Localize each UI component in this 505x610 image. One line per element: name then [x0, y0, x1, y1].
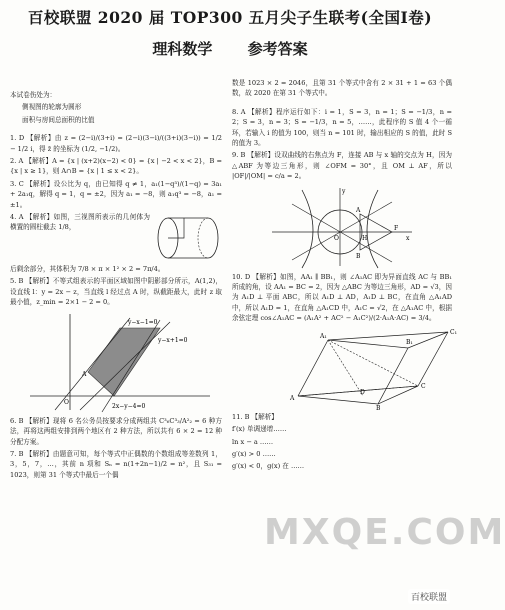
paper-subtitle: [0, 38, 460, 59]
point-label: B: [356, 252, 361, 260]
answer-8: 8. A 【解析】程序运行如下：i = 1，S = 3，n = 1；S = −1/3，n = 2；S = 3，n = 3；S = −1/3，n = 5，……，此程序的 S 值 4 个一循环，若输入 i 的值为 100，则当 n = 101 时，输出相应的 S 的值，此时 S 的值为 3。: [232, 107, 452, 148]
vertex-label: B₁: [406, 338, 413, 346]
origin-label: O: [64, 398, 69, 406]
answer-4-cont: 后剩余部分，其体积为 7/8 × π × 1² × 2 = 7π/4。: [10, 265, 165, 274]
region-figure: [10, 310, 220, 414]
watermark-badge: 百校联盟: [408, 589, 450, 604]
paper-title: 百校联盟 2020 届 TOP300 五月尖子生联考(全国Ⅰ卷): [27, 8, 433, 27]
axis-label: y: [342, 187, 346, 195]
answer-label: 参考答案: [247, 40, 308, 58]
answer-6: 6. B 【解析】现将 6 名公务员按要求分成两组共 C³₆C³₃/A²₂ = 6 种方法，再将这两组安排到两个地区有 2 种方法，所以共有 6 × 2 = 12 种分配方案。: [10, 416, 222, 446]
subject-label: 理科数学: [152, 40, 213, 58]
answer-2: 2. A 【解析】A = {x | (x+2)(x−2) < 0} = {x | −2 < x < 2}，B = {x | x ≥ 1}，则 A∩B = {x | 1 ≤ x < 2}。: [10, 157, 222, 176]
answer-5: 5. B 【解析】不等式组表示的平面区域如图中阴影部分所示，A(1,2)，设直线 l：y = 2x − z，当直线 l 经过点 A 时，纵截距最大，此时 z 取最小值，z_min = 2×1 − 2 = 0。: [10, 277, 222, 307]
line-label: 2x−y−4=0: [112, 402, 146, 410]
cylinder-figure: [154, 212, 222, 264]
answer-11-line: ln x − a ……: [232, 437, 274, 446]
intro-line: 面积与房间总面积的比值: [22, 115, 95, 124]
point-label: A: [356, 206, 361, 214]
left-column: [10, 78, 222, 482]
watermark-text: MXQE.COM: [264, 512, 505, 553]
answer-11: 11. B 【解析】: [232, 412, 278, 421]
line-label: y−x−1=0: [128, 318, 158, 326]
answer-11-line: g′(x) < 0，g(x) 在 ……: [232, 462, 305, 471]
vertex-label: A₁: [320, 332, 327, 340]
point-label: A: [82, 370, 87, 378]
line-label: y−x+1=0: [158, 336, 188, 344]
answer-7: 7. B 【解析】由题意可知，每个等式中正偶数的个数组成等差数列 1，3，5，7，…，其前 n 项和 Sₙ = n(1+2n−1)/2 = n²，且 S₃₁ = 1023，则第 31 个等式中最后一个偶: [10, 449, 222, 479]
answer-3: 3. C 【解析】设公比为 q，由已知得 q ≠ 1，a₁(1−q³)/(1−q) = 3a₁ + 2a₁q，解得 q = 1，q = ±2，因为 a₁ = −8，则 a₁q³ = −8，a₁ = ±1。: [10, 179, 222, 209]
point-label: H: [362, 234, 368, 242]
vertex-label: A: [290, 394, 295, 402]
answer-7-cont: 数是 1023 × 2 = 2046，且第 31 个等式中含有 2 × 31 + 1 = 63 个偶数，故 2020 在第 31 个等式中。: [232, 79, 452, 98]
answer-9: 9. B 【解析】设双曲线的右焦点为 F，连接 AB 与 x 轴的交点为 H，因为 △ABF 为等边三角形，则 ∠OFM = 30°，且 OM ⊥ AF，所以 |OF|/|OM| = c/a = 2。: [232, 151, 452, 181]
prism-figure: [268, 326, 486, 410]
answer-11-line: g′(x) > 0 ……: [232, 449, 276, 458]
vertex-label: D: [360, 388, 365, 396]
intro-line: 本试卷伤处为：: [10, 91, 57, 99]
point-label: O: [334, 234, 339, 242]
answer-10: 10. D 【解析】如图，AA₁ ∥ BB₁，则 ∠A₁AC 即为异面直线 AC 与 BB₁ 所成的角，设 AA₁ = BC = 2，因为 △ABC 为等边三角形，AD = √3，因为 A₁D ⊥ 平面 ABC，所以 A₁D ⊥ AD，A₁D ⊥ BC，在直角 △A₁AD 中，所以 A₁D = 1，在直角 △A₁CD 中，A₁C = √2，在 △A₁AC 中，根据余弦定理 cos∠A₁AC = (A₁A² + AC² − A₁C²)/(2·A₁A·AC) = 3/4。: [232, 272, 452, 323]
vertex-label: C₁: [450, 328, 457, 336]
answer-1: 1. D 【解析】由 z = (2−i)/(3+i) = (2−i)(3−i)/((3+i)(3−i)) = 1/2 − 1/2 i，得 z̄ 的坐标为 (1/2, −1/2)。: [10, 134, 222, 153]
axis-label: x: [406, 234, 410, 242]
vertex-label: C: [421, 382, 426, 390]
vertex-label: B: [376, 404, 381, 412]
point-label: F: [394, 224, 399, 232]
answer-11-line: f′(x) 单调递增……: [232, 425, 287, 434]
hyperbola-figure: [262, 184, 480, 270]
right-column: [232, 78, 457, 474]
answer-4: 4. A 【解析】如图，三视图所表示的几何体为横置的圆柱截去 1/8，: [10, 213, 150, 232]
intro-line: 侧视图的轮廓为圆形: [22, 103, 82, 112]
